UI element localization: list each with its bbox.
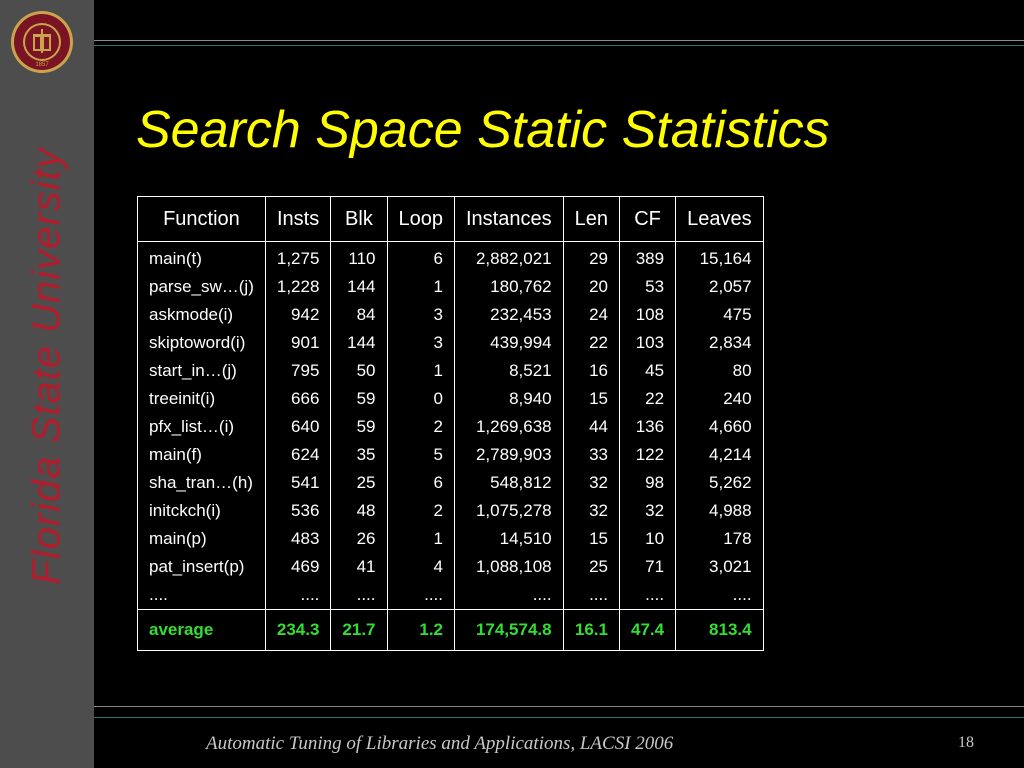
table-cell: 103 xyxy=(619,329,675,357)
table-cell: 2,834 xyxy=(676,329,764,357)
university-name: Florida State University xyxy=(24,147,69,585)
table-cell: 136 xyxy=(619,413,675,441)
table-row xyxy=(138,413,764,441)
table-cell: 15,164 xyxy=(676,242,764,274)
table-cell: 901 xyxy=(265,329,331,357)
table-cell: 44 xyxy=(563,413,619,441)
table-cell: 942 xyxy=(265,301,331,329)
header-instances: Instances xyxy=(455,197,564,242)
table-cell: .... xyxy=(676,581,764,610)
table-cell: .... xyxy=(455,581,564,610)
function-name-cell: pfx_list…(i) xyxy=(138,413,266,441)
bottom-rule-accent xyxy=(94,717,1024,718)
table-cell: 45 xyxy=(619,357,675,385)
table-cell: 59 xyxy=(331,385,387,413)
table-cell: 6 xyxy=(387,469,455,497)
table-cell: 3,021 xyxy=(676,553,764,581)
table-cell: 24 xyxy=(563,301,619,329)
average-cell: 813.4 xyxy=(676,610,764,651)
table-cell: 483 xyxy=(265,525,331,553)
table-cell: 16 xyxy=(563,357,619,385)
table-cell: 32 xyxy=(563,497,619,525)
table-cell: 795 xyxy=(265,357,331,385)
table-cell: 180,762 xyxy=(455,273,564,301)
table-cell: 4,214 xyxy=(676,441,764,469)
table-cell: 144 xyxy=(331,329,387,357)
table-cell: 4,660 xyxy=(676,413,764,441)
function-name-cell: treeinit(i) xyxy=(138,385,266,413)
table-cell: 98 xyxy=(619,469,675,497)
function-name-cell: sha_tran…(h) xyxy=(138,469,266,497)
function-name-cell: initckch(i) xyxy=(138,497,266,525)
table-cell: 71 xyxy=(619,553,675,581)
table-cell: .... xyxy=(265,581,331,610)
table-cell: 1 xyxy=(387,357,455,385)
table-cell: .... xyxy=(563,581,619,610)
table-cell: 2 xyxy=(387,497,455,525)
table-cell: 1,088,108 xyxy=(455,553,564,581)
table-row xyxy=(138,273,764,301)
table-cell: 15 xyxy=(563,385,619,413)
table-cell: 53 xyxy=(619,273,675,301)
table-row xyxy=(138,301,764,329)
header-loop: Loop xyxy=(387,197,455,242)
top-rule xyxy=(94,40,1024,41)
function-name-cell: pat_insert(p) xyxy=(138,553,266,581)
table-cell: 178 xyxy=(676,525,764,553)
table-cell: 1 xyxy=(387,273,455,301)
table-cell: 22 xyxy=(619,385,675,413)
sidebar xyxy=(0,0,94,768)
table-cell: 666 xyxy=(265,385,331,413)
table-cell: 469 xyxy=(265,553,331,581)
table-cell: 1 xyxy=(387,525,455,553)
average-cell: 234.3 xyxy=(265,610,331,651)
table-cell: .... xyxy=(619,581,675,610)
table-cell: 3 xyxy=(387,329,455,357)
header-function: Function xyxy=(138,197,266,242)
table-cell: 1,075,278 xyxy=(455,497,564,525)
table-row xyxy=(138,441,764,469)
table-cell: 84 xyxy=(331,301,387,329)
function-name-cell: main(t) xyxy=(138,242,266,274)
table-cell: 3 xyxy=(387,301,455,329)
average-cell: 16.1 xyxy=(563,610,619,651)
table-cell: 541 xyxy=(265,469,331,497)
table-cell: 26 xyxy=(331,525,387,553)
table-cell: 2,789,903 xyxy=(455,441,564,469)
top-rule-accent xyxy=(94,45,1024,46)
table-cell: 1,228 xyxy=(265,273,331,301)
table-cell: 439,994 xyxy=(455,329,564,357)
table-cell: 2 xyxy=(387,413,455,441)
table-cell: 1,269,638 xyxy=(455,413,564,441)
average-cell: 174,574.8 xyxy=(455,610,564,651)
table-row xyxy=(138,469,764,497)
page-number: 18 xyxy=(958,734,974,751)
slide-title: Search Space Static Statistics xyxy=(136,101,830,159)
function-name-cell: main(p) xyxy=(138,525,266,553)
table-cell: 6 xyxy=(387,242,455,274)
table-cell: 2,882,021 xyxy=(455,242,564,274)
header-cf: CF xyxy=(619,197,675,242)
table-cell: 240 xyxy=(676,385,764,413)
university-seal-icon xyxy=(10,10,74,74)
table-cell: 22 xyxy=(563,329,619,357)
table-cell: 25 xyxy=(563,553,619,581)
table-cell: 59 xyxy=(331,413,387,441)
table-cell: 4 xyxy=(387,553,455,581)
table-cell: 624 xyxy=(265,441,331,469)
bottom-rule xyxy=(94,706,1024,707)
table-row xyxy=(138,385,764,413)
table-row xyxy=(138,525,764,553)
table-cell: 50 xyxy=(331,357,387,385)
table-cell: 14,510 xyxy=(455,525,564,553)
table-cell: 48 xyxy=(331,497,387,525)
table-cell: 10 xyxy=(619,525,675,553)
table-row xyxy=(138,329,764,357)
table-cell: 80 xyxy=(676,357,764,385)
header-len: Len xyxy=(563,197,619,242)
table-cell: .... xyxy=(331,581,387,610)
table-cell: 8,940 xyxy=(455,385,564,413)
table-row xyxy=(138,581,764,610)
table-cell: 20 xyxy=(563,273,619,301)
average-cell: 47.4 xyxy=(619,610,675,651)
table-cell: 548,812 xyxy=(455,469,564,497)
table-cell: 33 xyxy=(563,441,619,469)
function-name-cell: askmode(i) xyxy=(138,301,266,329)
function-name-cell: skiptoword(i) xyxy=(138,329,266,357)
table-cell: 110 xyxy=(331,242,387,274)
svg-text:1857: 1857 xyxy=(35,62,49,68)
table-cell: 5 xyxy=(387,441,455,469)
table-cell: 32 xyxy=(563,469,619,497)
function-name-cell: parse_sw…(j) xyxy=(138,273,266,301)
header-blk: Blk xyxy=(331,197,387,242)
average-cell: 1.2 xyxy=(387,610,455,651)
table-cell: 29 xyxy=(563,242,619,274)
table-cell: 232,453 xyxy=(455,301,564,329)
table-cell: 640 xyxy=(265,413,331,441)
table-row xyxy=(138,553,764,581)
table-cell: 5,262 xyxy=(676,469,764,497)
table-row xyxy=(138,357,764,385)
table-cell: 32 xyxy=(619,497,675,525)
table-cell: 108 xyxy=(619,301,675,329)
table-row xyxy=(138,497,764,525)
table-cell: 536 xyxy=(265,497,331,525)
table-cell: 4,988 xyxy=(676,497,764,525)
average-label: average xyxy=(138,610,266,651)
table-cell: 2,057 xyxy=(676,273,764,301)
table-cell: 1,275 xyxy=(265,242,331,274)
header-insts: Insts xyxy=(265,197,331,242)
table-cell: 41 xyxy=(331,553,387,581)
function-name-cell: start_in…(j) xyxy=(138,357,266,385)
function-name-cell: .... xyxy=(138,581,266,610)
table-cell: 0 xyxy=(387,385,455,413)
table-row xyxy=(138,242,764,274)
table-cell: 389 xyxy=(619,242,675,274)
average-cell: 21.7 xyxy=(331,610,387,651)
table-cell: 8,521 xyxy=(455,357,564,385)
average-row xyxy=(138,610,764,651)
table-cell: 15 xyxy=(563,525,619,553)
table-cell: 35 xyxy=(331,441,387,469)
table-cell: 122 xyxy=(619,441,675,469)
table-cell: .... xyxy=(387,581,455,610)
table-cell: 144 xyxy=(331,273,387,301)
function-name-cell: main(f) xyxy=(138,441,266,469)
table-header-row xyxy=(138,197,764,242)
statistics-table xyxy=(137,196,764,651)
table-cell: 475 xyxy=(676,301,764,329)
table-cell: 25 xyxy=(331,469,387,497)
slide-footer: Automatic Tuning of Libraries and Applications, LACSI 2006 xyxy=(206,733,674,754)
header-leaves: Leaves xyxy=(676,197,764,242)
